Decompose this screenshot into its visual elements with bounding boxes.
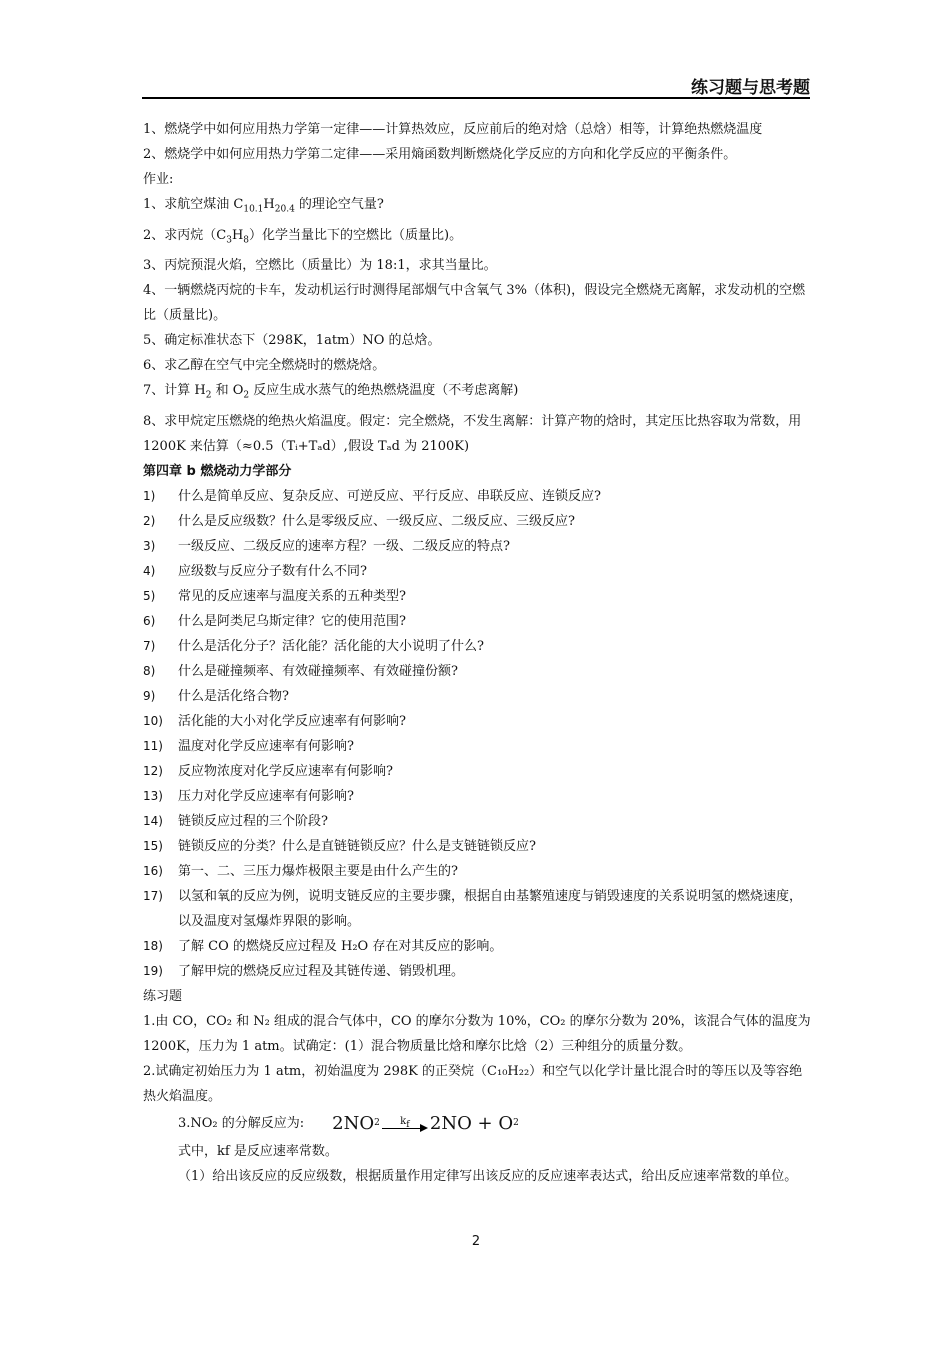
homework-item: 8、求甲烷定压燃烧的绝热火焰温度。假定：完全燃烧，不发生离解：计算产物的焓时，其定压比热容取为常数，用 1200K 来估算（≈0.5（Tᵢ+Tₐd）,假设 Tₐd 为 2100K): [143, 413, 802, 454]
intro-paragraph-2: 2、燃烧学中如何应用热力学第二定律——采用熵函数判断燃烧化学反应的方向和化学反应的平衡条件。: [143, 147, 737, 162]
reaction-equation: 2NO 2 $k_f$ 2NO + O 2: [332, 1113, 519, 1135]
homework-label: 作业:: [143, 172, 174, 187]
question-item: 12) 反应物浓度对化学反应速率有何影响?: [143, 763, 393, 779]
question-item: 17) 以氢和氧的反应为例，说明支链反应的主要步骤，根据自由基繁殖速度与销毁速度的关系说明氢的燃烧速度，以及温度对氢爆炸界限的影响。: [143, 888, 803, 929]
exercise-3-question-1: （1）给出该反应的反应级数，根据质量作用定律写出该反应的反应速率表达式，给出反应速率常数的单位。: [178, 1168, 798, 1184]
header-rule: [142, 97, 810, 99]
header-title: 练习题与思考题: [691, 78, 810, 98]
question-item: 7) 什么是活化分子？活化能？活化能的大小说明了什么?: [143, 638, 484, 654]
page-number: 2: [471, 1234, 481, 1249]
homework-item: 3、丙烷预混火焰，空燃比（质量比）为 18:1，求其当量比。: [143, 258, 497, 274]
homework-item: 2、求丙烷$(C_3H_8)$化学当量比下的空燃比（质量比)。: [143, 227, 463, 246]
question-item: 5) 常见的反应速率与温度关系的五种类型?: [143, 588, 406, 604]
homework-item: 7、计算 $H_2$ 和 $O_2$ 反应生成水蒸气的绝热燃烧温度（不考虑离解): [143, 383, 519, 401]
question-item: 18) 了解 CO 的燃烧反应过程及 H₂O 存在对其反应的影响。: [143, 938, 503, 954]
question-item: 16) 第一、二、三压力爆炸极限主要是由什么产生的?: [143, 863, 458, 879]
homework-item: 4、一辆燃烧丙烷的卡车，发动机运行时测得尾部烟气中含氧气 3%（体积)，假设完全燃烧无离解，求发动机的空燃比（质量比)。: [143, 283, 806, 324]
question-item: 11) 温度对化学反应速率有何影响?: [143, 738, 354, 754]
question-list: [143, 484, 811, 984]
exercise-1: 1.由 CO，CO₂ 和 N₂ 组成的混合气体中，CO 的摩尔分数为 10%，CO₂ 的摩尔分数为 20%，该混合气体的温度为 1200K，压力为 1 atm。试确定：(1）混合物质量比焓和摩尔比焓（2）三种组分的质量分数。: [143, 1013, 811, 1054]
question-item: 8) 什么是碰撞频率、有效碰撞频率、有效碰撞份额?: [143, 663, 458, 679]
exercise-2: 2.试确定初始压力为 1 atm，初始温度为 298K 的正癸烷（C₁₀H₂₂）和空气以化学计量比混合时的等压以及等容绝热火焰温度。: [143, 1063, 803, 1104]
chapter-title: 第四章 b 燃烧动力学部分: [143, 463, 292, 479]
homework-item: 1、求航空煤油 $C_{10.1}H_{20.4}$ 的理论空气量?: [143, 197, 384, 215]
question-item: 4) 应级数与反应分子数有什么不同?: [143, 563, 367, 579]
reaction-arrow-icon: $k_f$: [382, 1116, 428, 1136]
question-item: 19) 了解甲烷的燃烧反应过程及其链传递、销毁机理。: [143, 963, 465, 979]
homework-item: 5、确定标准状态下（298K，1atm）NO 的总焓。: [143, 333, 441, 349]
question-item: 15) 链锁反应的分类？什么是直链链锁反应？什么是支链链锁反应?: [143, 838, 536, 854]
question-item: 1) 什么是简单反应、复杂反应、可逆反应、平行反应、串联反应、连锁反应?: [143, 488, 601, 504]
question-item: 13) 压力对化学反应速率有何影响?: [143, 788, 354, 804]
exercise-3-label: 3.NO₂ 的分解反应为:: [178, 1116, 305, 1132]
question-item: 6) 什么是阿类尼乌斯定律？它的使用范围?: [143, 613, 406, 629]
question-item: 2) 什么是反应级数？什么是零级反应、一级反应、二级反应、三级反应?: [143, 513, 575, 529]
exercise-3-note: 式中，kf 是反应速率常数。: [178, 1143, 338, 1159]
homework-item: 6、求乙醇在空气中完全燃烧时的燃烧焓。: [143, 358, 386, 374]
question-item: 14) 链锁反应过程的三个阶段?: [143, 813, 328, 829]
question-item: 9) 什么是活化络合物?: [143, 688, 289, 704]
intro-paragraph-1: 1、燃烧学中如何应用热力学第一定律——计算热效应，反应前后的绝对焓（总焓）相等，计算绝热燃烧温度: [143, 122, 763, 137]
page-content: [143, 117, 811, 1189]
exercise-3-equation-line: [143, 1109, 811, 1139]
exercises-label: 练习题: [143, 988, 183, 1004]
question-item: 3) 一级反应、二级反应的速率方程？一级、二级反应的特点?: [143, 538, 510, 554]
question-item: 10) 活化能的大小对化学反应速率有何影响?: [143, 713, 406, 729]
